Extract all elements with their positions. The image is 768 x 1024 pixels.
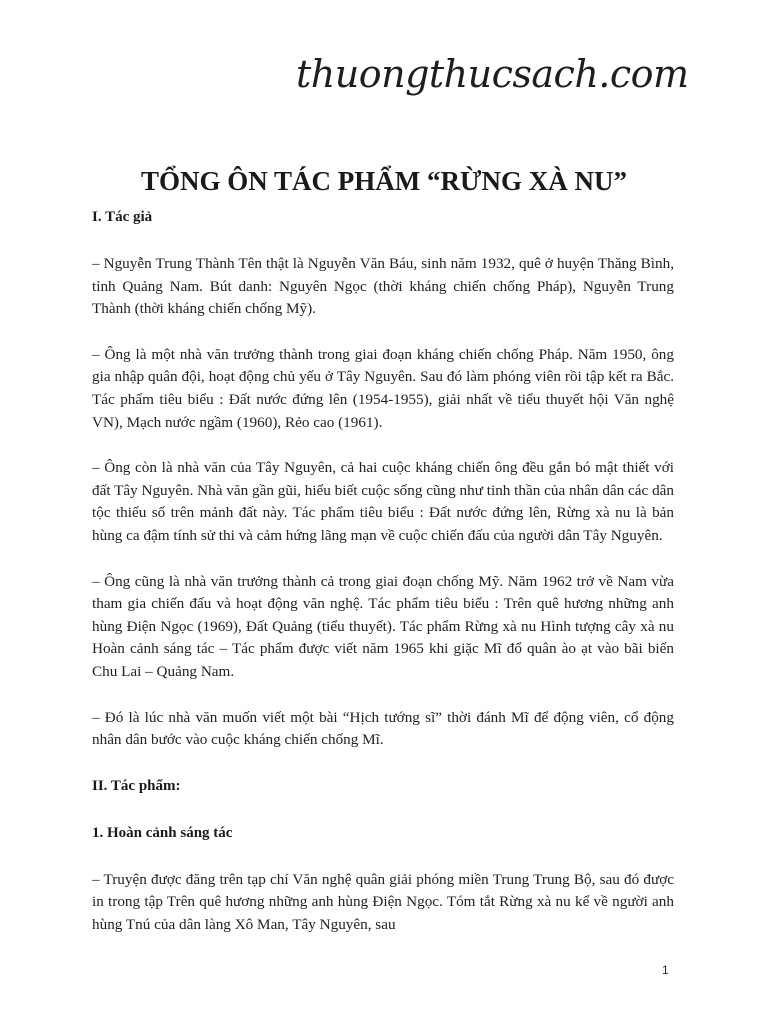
section-work — [92, 775, 674, 798]
page-number: 1 — [662, 963, 669, 977]
section-heading: II. Tác phẩm: — [92, 777, 181, 794]
paragraph: – Ông là một nhà văn trưởng thành trong giai đoạn kháng chiến chống Pháp. Năm 1950, ông gia nhập quân đội, hoạt động chủ yếu ở Tây Nguyên. Sau đó làm phóng viên rồi tập kết ra Bắc. Tác phẩm tiêu biểu : Đất nước đứng lên (1954-1955), giải nhất về tiểu thuyết hội Văn nghệ VN), Mạch nước ngầm (1960), Rẻo cao (1961). — [92, 345, 674, 431]
paragraph: – Ông cũng là nhà văn trưởng thành cả trong giai đoạn chống Mỹ. Năm 1962 trở về Nam vừa tham gia chiến đấu và hoạt động văn nghệ. Tác phẩm tiêu biểu : Trên quê hương những anh hùng Điện Ngọc (1969), Đất Quảng (tiểu thuyết). Tác phẩm Rừng xà nu Hình tượng cây xà nu Hoàn cảnh sáng tác – Tác phẩm được viết năm 1965 khi giặc Mĩ đổ quân ào ạt vào bãi biển Chu Lai – Quảng Nam. — [92, 572, 674, 680]
section-context — [92, 822, 674, 937]
section-heading: 1. Hoàn cảnh sáng tác — [92, 824, 233, 841]
document-body — [92, 206, 674, 959]
paragraph: – Ông còn là nhà văn của Tây Nguyên, cả hai cuộc kháng chiến ông đều gắn bó mật thiết với đất Tây Nguyên. Nhà văn gần gũi, hiểu biết cuộc sống cũng như tinh thần của nhân dân các dân tộc thiểu số trên mảnh đất này. Tác phẩm tiêu biểu : Đất nước đứng lên, Rừng xà nu là bản hùng ca đậm tính sử thi và cảm hứng lãng mạn về cuộc chiến đấu của người dân Tây Nguyên. — [92, 459, 674, 544]
site-watermark: thuongthucsach.com — [296, 52, 689, 96]
paragraph: – Đó là lúc nhà văn muốn viết một bài “Hịch tướng sĩ” thời đánh Mĩ để động viên, cổ động nhân dân bước vào cuộc kháng chiến chống Mĩ. — [92, 708, 674, 749]
section-heading: I. Tác giả — [92, 209, 153, 225]
paragraph: – Nguyễn Trung Thành Tên thật là Nguyễn Văn Báu, sinh năm 1932, quê ở huyện Thăng Bình, tỉnh Quảng Nam. Bút danh: Nguyên Ngọc (thời kháng chiến chống Pháp), Nguyễn Trung Thành (thời kháng chiến chống Mỹ). — [92, 255, 674, 318]
document-title: TỔNG ÔN TÁC PHẨM “RỪNG XÀ NU” — [141, 166, 627, 197]
paragraph: – Truyện được đăng trên tạp chí Văn nghệ quân giải phóng miền Trung Trung Bộ, sau đó được in trong tập Trên quê hương những anh hùng Điện Ngọc. Tóm tắt Rừng xà nu kể về người anh hùng Tnú của dân làng Xô Man, Tây Nguyên, sau — [92, 870, 674, 933]
section-author — [92, 206, 674, 752]
